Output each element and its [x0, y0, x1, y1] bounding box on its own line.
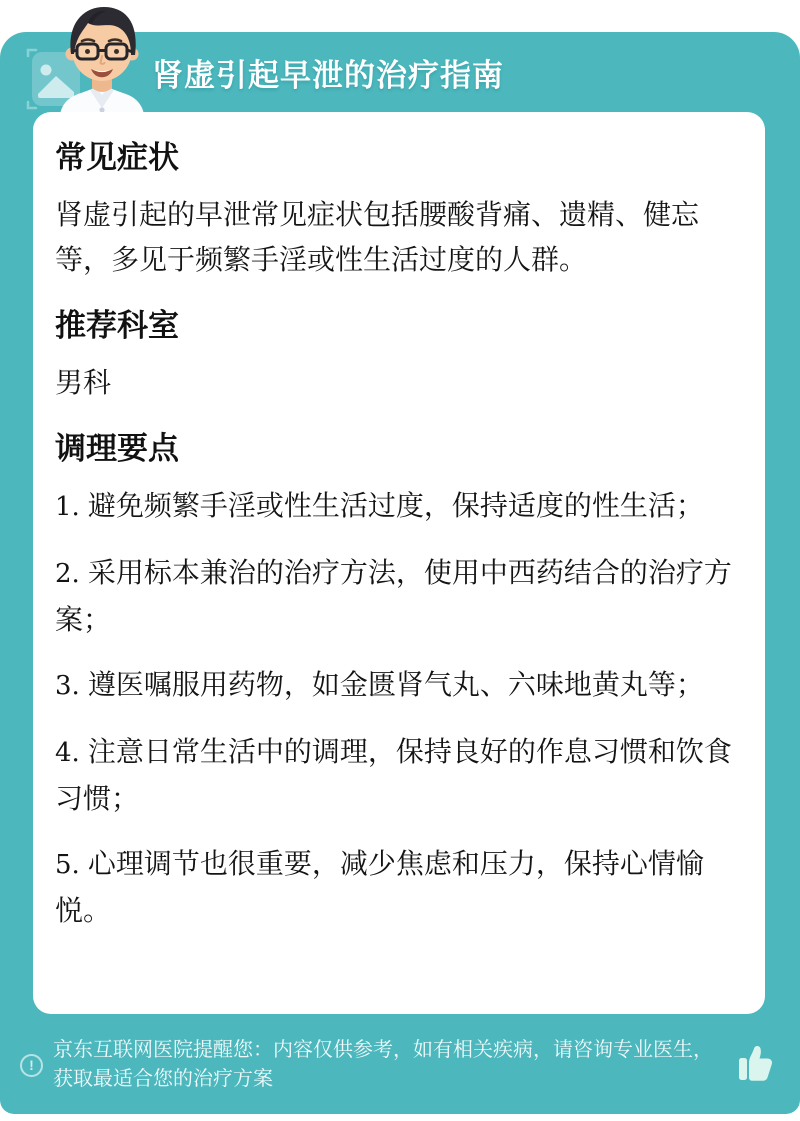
page-title: 肾虚引起早泄的治疗指南 — [152, 57, 504, 93]
item-number: 4. — [55, 738, 80, 768]
item-text: 注意日常生活中的调理，保持良好的作息习惯和饮食习惯； — [55, 736, 732, 814]
item-number: 1. — [55, 492, 80, 522]
symptoms-paragraph: 肾虚引起的早泄常见症状包括腰酸背痛、遗精、健忘等，多见于频繁手淫或性生活过度的人群。 — [55, 199, 700, 275]
item-number: 2. — [55, 559, 80, 589]
item-number: 5. — [55, 850, 80, 880]
item-text: 采用标本兼治的治疗方法，使用中西药结合的治疗方案； — [55, 557, 732, 635]
info-icon: ! — [20, 1054, 43, 1077]
item-text: 心理调节也很重要，减少焦虑和压力，保持心情愉悦。 — [55, 848, 704, 926]
item-text: 遵医嘱服用药物，如金匮肾气丸、六味地黄丸等； — [87, 669, 704, 700]
care-point-item — [55, 550, 741, 642]
doctor-avatar — [46, 2, 158, 129]
care-point-item — [55, 662, 741, 709]
section-heading-care-points: 调理要点 — [55, 431, 179, 466]
section-heading-symptoms: 常见症状 — [55, 140, 179, 175]
care-point-item — [55, 483, 741, 530]
content-card — [33, 112, 765, 1014]
disclaimer-text: 京东互联网医院提醒您：内容仅供参考，如有相关疾病，请咨询专业医生，获取最适合您的治疗方案 — [53, 1039, 713, 1090]
header — [0, 32, 800, 112]
care-point-item — [55, 729, 741, 821]
chat-bubble — [0, 32, 800, 1114]
item-text: 避免频繁手淫或性生活过度，保持适度的性生活； — [87, 490, 704, 521]
footer — [0, 1036, 800, 1094]
section-heading-department: 推荐科室 — [55, 308, 179, 343]
item-number: 3. — [55, 671, 80, 701]
thumbs-up-icon[interactable] — [734, 1042, 774, 1089]
department-value: 男科 — [55, 367, 112, 398]
care-point-item — [55, 841, 741, 933]
